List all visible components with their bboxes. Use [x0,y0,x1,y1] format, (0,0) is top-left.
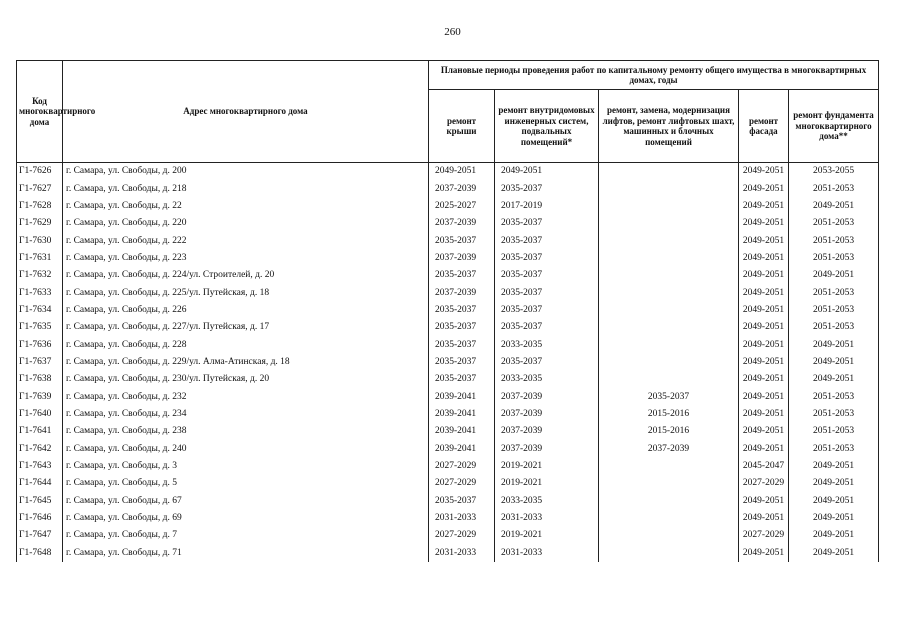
cell-systems: 2031-2033 [495,545,599,562]
cell-facade: 2027-2029 [739,527,789,544]
table-row [17,441,879,458]
cell-lifts [599,302,739,319]
cell-foundation: 2049-2051 [789,336,879,353]
cell-systems: 2035-2037 [495,215,599,232]
cell-roof: 2039-2041 [429,441,495,458]
header-facade: ремонт фасада [739,90,789,163]
cell-code: Г1-7640 [17,406,63,423]
cell-foundation: 2051-2053 [789,284,879,301]
cell-roof: 2037-2039 [429,250,495,267]
cell-lifts [599,267,739,284]
cell-facade: 2049-2051 [739,267,789,284]
cell-lifts [599,527,739,544]
cell-roof: 2039-2041 [429,406,495,423]
cell-roof: 2027-2029 [429,475,495,492]
cell-code: Г1-7648 [17,545,63,562]
cell-lifts [599,198,739,215]
table-row [17,319,879,336]
cell-code: Г1-7635 [17,319,63,336]
cell-address: г. Самара, ул. Свободы, д. 22 [63,198,429,215]
cell-foundation: 2049-2051 [789,510,879,527]
cell-lifts: 2015-2016 [599,423,739,440]
table-row [17,475,879,492]
cell-lifts: 2015-2016 [599,406,739,423]
table-row [17,284,879,301]
header-code: Код многоквартирного дома [17,61,63,163]
cell-facade: 2049-2051 [739,163,789,181]
cell-facade: 2049-2051 [739,545,789,562]
cell-lifts [599,458,739,475]
cell-foundation: 2049-2051 [789,371,879,388]
cell-systems: 2035-2037 [495,319,599,336]
cell-systems: 2035-2037 [495,302,599,319]
cell-facade: 2049-2051 [739,180,789,197]
cell-foundation: 2053-2055 [789,163,879,181]
header-address: Адрес многоквартирного дома [63,61,429,163]
cell-roof: 2027-2029 [429,527,495,544]
cell-address: г. Самара, ул. Свободы, д. 218 [63,180,429,197]
cell-foundation: 2051-2053 [789,319,879,336]
cell-address: г. Самара, ул. Свободы, д. 5 [63,475,429,492]
table-row [17,493,879,510]
cell-lifts [599,336,739,353]
table-row [17,406,879,423]
cell-lifts: 2035-2037 [599,388,739,405]
cell-lifts [599,545,739,562]
table-row [17,215,879,232]
cell-lifts [599,250,739,267]
cell-address: г. Самара, ул. Свободы, д. 234 [63,406,429,423]
cell-foundation: 2051-2053 [789,406,879,423]
cell-lifts [599,371,739,388]
cell-systems: 2031-2033 [495,510,599,527]
table-row [17,388,879,405]
cell-code: Г1-7641 [17,423,63,440]
cell-roof: 2037-2039 [429,284,495,301]
cell-lifts [599,510,739,527]
table-row [17,232,879,249]
cell-systems: 2037-2039 [495,406,599,423]
cell-foundation: 2051-2053 [789,215,879,232]
cell-address: г. Самара, ул. Свободы, д. 227/ул. Путейская, д. 17 [63,319,429,336]
cell-foundation: 2051-2053 [789,302,879,319]
cell-address: г. Самара, ул. Свободы, д. 222 [63,232,429,249]
cell-roof: 2035-2037 [429,319,495,336]
cell-address: г. Самара, ул. Свободы, д. 229/ул. Алма-Атинская, д. 18 [63,354,429,371]
cell-roof: 2035-2037 [429,336,495,353]
cell-systems: 2035-2037 [495,354,599,371]
cell-lifts [599,180,739,197]
cell-facade: 2049-2051 [739,423,789,440]
cell-code: Г1-7626 [17,163,63,181]
cell-address: г. Самара, ул. Свободы, д. 228 [63,336,429,353]
cell-code: Г1-7632 [17,267,63,284]
cell-facade: 2049-2051 [739,336,789,353]
table-body [17,163,879,562]
cell-address: г. Самара, ул. Свободы, д. 226 [63,302,429,319]
cell-code: Г1-7628 [17,198,63,215]
cell-address: г. Самара, ул. Свободы, д. 7 [63,527,429,544]
cell-roof: 2025-2027 [429,198,495,215]
cell-roof: 2037-2039 [429,215,495,232]
cell-foundation: 2051-2053 [789,250,879,267]
cell-roof: 2035-2037 [429,232,495,249]
cell-roof: 2039-2041 [429,423,495,440]
cell-foundation: 2049-2051 [789,458,879,475]
cell-foundation: 2049-2051 [789,493,879,510]
cell-address: г. Самара, ул. Свободы, д. 232 [63,388,429,405]
cell-facade: 2049-2051 [739,406,789,423]
cell-foundation: 2051-2053 [789,180,879,197]
table-row [17,458,879,475]
table-row [17,163,879,181]
header-roof: ремонт крыши [429,90,495,163]
cell-address: г. Самара, ул. Свободы, д. 225/ул. Путейская, д. 18 [63,284,429,301]
cell-systems: 2035-2037 [495,232,599,249]
cell-facade: 2049-2051 [739,493,789,510]
cell-foundation: 2049-2051 [789,354,879,371]
table-row [17,423,879,440]
table-header [17,61,879,163]
capital-repair-table-container [16,60,878,562]
cell-roof: 2035-2037 [429,302,495,319]
cell-facade: 2049-2051 [739,215,789,232]
cell-facade: 2049-2051 [739,388,789,405]
cell-code: Г1-7631 [17,250,63,267]
cell-systems: 2035-2037 [495,267,599,284]
cell-lifts [599,475,739,492]
table-row [17,198,879,215]
cell-code: Г1-7644 [17,475,63,492]
cell-systems: 2019-2021 [495,475,599,492]
header-systems: ремонт внутридомовых инженерных систем, подвальных помещений* [495,90,599,163]
cell-systems: 2019-2021 [495,458,599,475]
cell-facade: 2049-2051 [739,371,789,388]
cell-lifts [599,232,739,249]
cell-address: г. Самара, ул. Свободы, д. 71 [63,545,429,562]
cell-address: г. Самара, ул. Свободы, д. 238 [63,423,429,440]
cell-code: Г1-7643 [17,458,63,475]
cell-facade: 2049-2051 [739,232,789,249]
cell-code: Г1-7645 [17,493,63,510]
cell-lifts: 2037-2039 [599,441,739,458]
cell-facade: 2049-2051 [739,250,789,267]
cell-facade: 2049-2051 [739,302,789,319]
cell-lifts [599,284,739,301]
cell-facade: 2045-2047 [739,458,789,475]
cell-roof: 2035-2037 [429,493,495,510]
cell-foundation: 2051-2053 [789,441,879,458]
cell-systems: 2019-2021 [495,527,599,544]
cell-address: г. Самара, ул. Свободы, д. 220 [63,215,429,232]
cell-roof: 2039-2041 [429,388,495,405]
table-row [17,302,879,319]
capital-repair-table [16,60,879,562]
table-row [17,371,879,388]
cell-facade: 2027-2029 [739,475,789,492]
cell-foundation: 2049-2051 [789,475,879,492]
cell-address: г. Самара, ул. Свободы, д. 3 [63,458,429,475]
cell-systems: 2033-2035 [495,371,599,388]
header-group: Плановые периоды проведения работ по капитальному ремонту общего имущества в многоквартирных домах, годы [429,61,879,90]
cell-roof: 2037-2039 [429,180,495,197]
table-row [17,180,879,197]
cell-code: Г1-7634 [17,302,63,319]
cell-code: Г1-7646 [17,510,63,527]
cell-code: Г1-7647 [17,527,63,544]
cell-foundation: 2049-2051 [789,198,879,215]
cell-roof: 2027-2029 [429,458,495,475]
cell-systems: 2033-2035 [495,493,599,510]
cell-lifts [599,163,739,181]
header-lifts: ремонт, замена, модернизация лифтов, ремонт лифтовых шахт, машинных и блочных помещений [599,90,739,163]
cell-facade: 2049-2051 [739,441,789,458]
cell-roof: 2031-2033 [429,510,495,527]
table-row [17,267,879,284]
cell-facade: 2049-2051 [739,198,789,215]
cell-facade: 2049-2051 [739,354,789,371]
header-foundation: ремонт фундамента многоквартирного дома** [789,90,879,163]
cell-systems: 2017-2019 [495,198,599,215]
cell-code: Г1-7637 [17,354,63,371]
table-row [17,510,879,527]
cell-foundation: 2049-2051 [789,527,879,544]
cell-lifts [599,215,739,232]
table-row [17,336,879,353]
table-row [17,527,879,544]
page-number: 260 [444,26,461,38]
cell-address: г. Самара, ул. Свободы, д. 67 [63,493,429,510]
table-row [17,354,879,371]
cell-code: Г1-7630 [17,232,63,249]
table-row [17,250,879,267]
cell-roof: 2049-2051 [429,163,495,181]
cell-code: Г1-7642 [17,441,63,458]
cell-lifts [599,319,739,336]
cell-facade: 2049-2051 [739,510,789,527]
cell-foundation: 2049-2051 [789,545,879,562]
cell-foundation: 2051-2053 [789,388,879,405]
cell-roof: 2031-2033 [429,545,495,562]
cell-foundation: 2049-2051 [789,267,879,284]
cell-code: Г1-7633 [17,284,63,301]
cell-address: г. Самара, ул. Свободы, д. 200 [63,163,429,181]
cell-systems: 2037-2039 [495,388,599,405]
cell-systems: 2035-2037 [495,250,599,267]
cell-address: г. Самара, ул. Свободы, д. 223 [63,250,429,267]
cell-code: Г1-7639 [17,388,63,405]
cell-systems: 2035-2037 [495,180,599,197]
cell-lifts [599,493,739,510]
cell-code: Г1-7638 [17,371,63,388]
cell-systems: 2037-2039 [495,423,599,440]
cell-address: г. Самара, ул. Свободы, д. 224/ул. Строителей, д. 20 [63,267,429,284]
cell-code: Г1-7629 [17,215,63,232]
cell-facade: 2049-2051 [739,284,789,301]
cell-roof: 2035-2037 [429,371,495,388]
cell-roof: 2035-2037 [429,267,495,284]
cell-systems: 2035-2037 [495,284,599,301]
cell-address: г. Самара, ул. Свободы, д. 240 [63,441,429,458]
cell-systems: 2049-2051 [495,163,599,181]
cell-facade: 2049-2051 [739,319,789,336]
table-row [17,545,879,562]
cell-foundation: 2051-2053 [789,232,879,249]
cell-roof: 2035-2037 [429,354,495,371]
cell-lifts [599,354,739,371]
cell-systems: 2037-2039 [495,441,599,458]
cell-code: Г1-7627 [17,180,63,197]
cell-code: Г1-7636 [17,336,63,353]
cell-address: г. Самара, ул. Свободы, д. 69 [63,510,429,527]
cell-systems: 2033-2035 [495,336,599,353]
cell-foundation: 2051-2053 [789,423,879,440]
cell-address: г. Самара, ул. Свободы, д. 230/ул. Путейская, д. 20 [63,371,429,388]
